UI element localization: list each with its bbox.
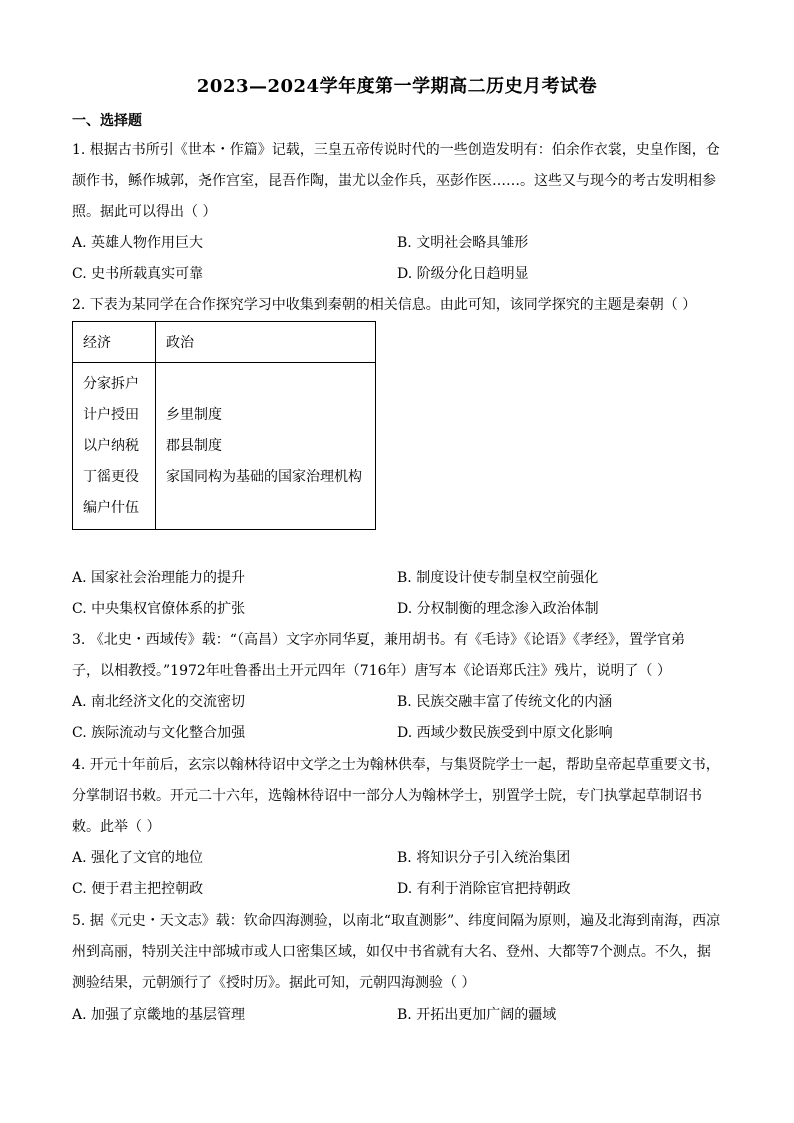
q1-option-a: A. 英雄人物作用巨大 — [72, 235, 204, 251]
q1-option-d: D. 阶级分化日趋明显 — [397, 266, 529, 282]
q4-option-a: A. 强化了文官的地位 — [72, 850, 204, 866]
q2-option-b: B. 制度设计使专制皇权空前强化 — [397, 570, 599, 586]
economy-item: 编户什伍 — [83, 499, 139, 516]
q2-info-table — [72, 321, 376, 530]
q4-stem-line-3: 敕。此举（ ） — [72, 819, 161, 835]
q3-option-a: A. 南北经济文化的交流密切 — [72, 694, 246, 710]
q5-stem-line-3: 测验结果，元朝颁行了《授时历》。据此可知，元朝四海测验（ ） — [72, 975, 476, 991]
q3-option-c: C. 族际流动与文化整合加强 — [72, 725, 246, 741]
q5-stem-line-2: 州到高丽，特别关注中部城市或人口密集区域，如仅中书省就有大名、登州、大都等7个测点。不久，据 — [72, 944, 711, 960]
table-cell-politics — [156, 363, 376, 530]
q4-option-d: D. 有利于消除宦官把持朝政 — [397, 881, 571, 897]
page-title: 2023—2024学年度第一学期高二历史月考试卷 — [196, 76, 598, 97]
economy-item: 以户纳税 — [83, 437, 139, 454]
politics-item: 乡里制度 — [166, 406, 222, 423]
q2-option-c: C. 中央集权官僚体系的扩张 — [72, 601, 246, 617]
q4-option-b: B. 将知识分子引入统治集团 — [397, 850, 571, 866]
q4-option-c: C. 便于君主把控朝政 — [72, 881, 204, 897]
economy-item: 计户授田 — [83, 406, 139, 423]
q1-option-b: B. 文明社会略具雏形 — [397, 235, 529, 251]
q1-option-c: C. 史书所载真实可靠 — [72, 266, 204, 282]
q4-stem-line-1: 4. 开元十年前后，玄宗以翰林待诏中文学之士为翰林供奉，与集贤院学士一起，帮助皇帝起草重要文书， — [72, 757, 720, 773]
q2-stem-line-1: 2. 下表为某同学在合作探究学习中收集到秦朝的相关信息。由此可知，该同学探究的主题是秦朝（ ） — [72, 297, 697, 313]
table-header-politics: 政治 — [156, 322, 376, 363]
q5-option-a: A. 加强了京畿地的基层管理 — [72, 1007, 246, 1023]
q3-stem-line-1: 3. 《北史・西域传》载：“（高昌）文字亦同华夏，兼用胡书。有《毛诗》《论语》《孝经》，置学官弟 — [72, 632, 685, 648]
q4-stem-line-2: 分掌制诏书敕。开元二十六年，选翰林待诏中一部分人为翰林学士，别置学士院，专门执掌起草制诏书 — [72, 788, 702, 804]
q1-stem-line-3: 照。据此可以得出（ ） — [72, 204, 217, 220]
section-heading: 一、选择题 — [72, 113, 142, 129]
politics-item: 郡县制度 — [166, 437, 222, 454]
q3-option-b: B. 民族交融丰富了传统文化的内涵 — [397, 694, 613, 710]
q3-option-d: D. 西域少数民族受到中原文化影响 — [397, 725, 613, 741]
table-cell-economy — [73, 363, 156, 530]
q5-stem-line-1: 5. 据《元史・天文志》载：钦命四海测验，以南北“取直测影”、纬度间隔为原则，遍及北海到南海，西凉 — [72, 913, 721, 929]
q2-option-d: D. 分权制衡的理念渗入政治体制 — [397, 601, 599, 617]
q2-option-a: A. 国家社会治理能力的提升 — [72, 570, 246, 586]
q1-stem-line-1: 1. 根据古书所引《世本・作篇》记载，三皇五帝传说时代的一些创造发明有：伯余作衣裳，史皇作图，仓 — [72, 142, 720, 158]
economy-item: 分家拆户 — [83, 375, 139, 392]
q3-stem-line-2: 子，以相教授。”1972年吐鲁番出土开元四年（716年）唐写本《论语郑氏注》残片，说明了（ ） — [72, 663, 671, 679]
q5-option-b: B. 开拓出更加广阔的疆域 — [397, 1007, 557, 1023]
economy-item: 丁徭更役 — [83, 468, 139, 485]
table-header-economy: 经济 — [73, 322, 156, 363]
q1-stem-line-2: 颉作书，鲧作城郭，尧作宫室，昆吾作陶，蚩尤以金作兵，巫彭作医……。这些又与现今的考古发明相参 — [72, 173, 716, 189]
politics-item: 家国同构为基础的国家治理机构 — [166, 468, 362, 485]
